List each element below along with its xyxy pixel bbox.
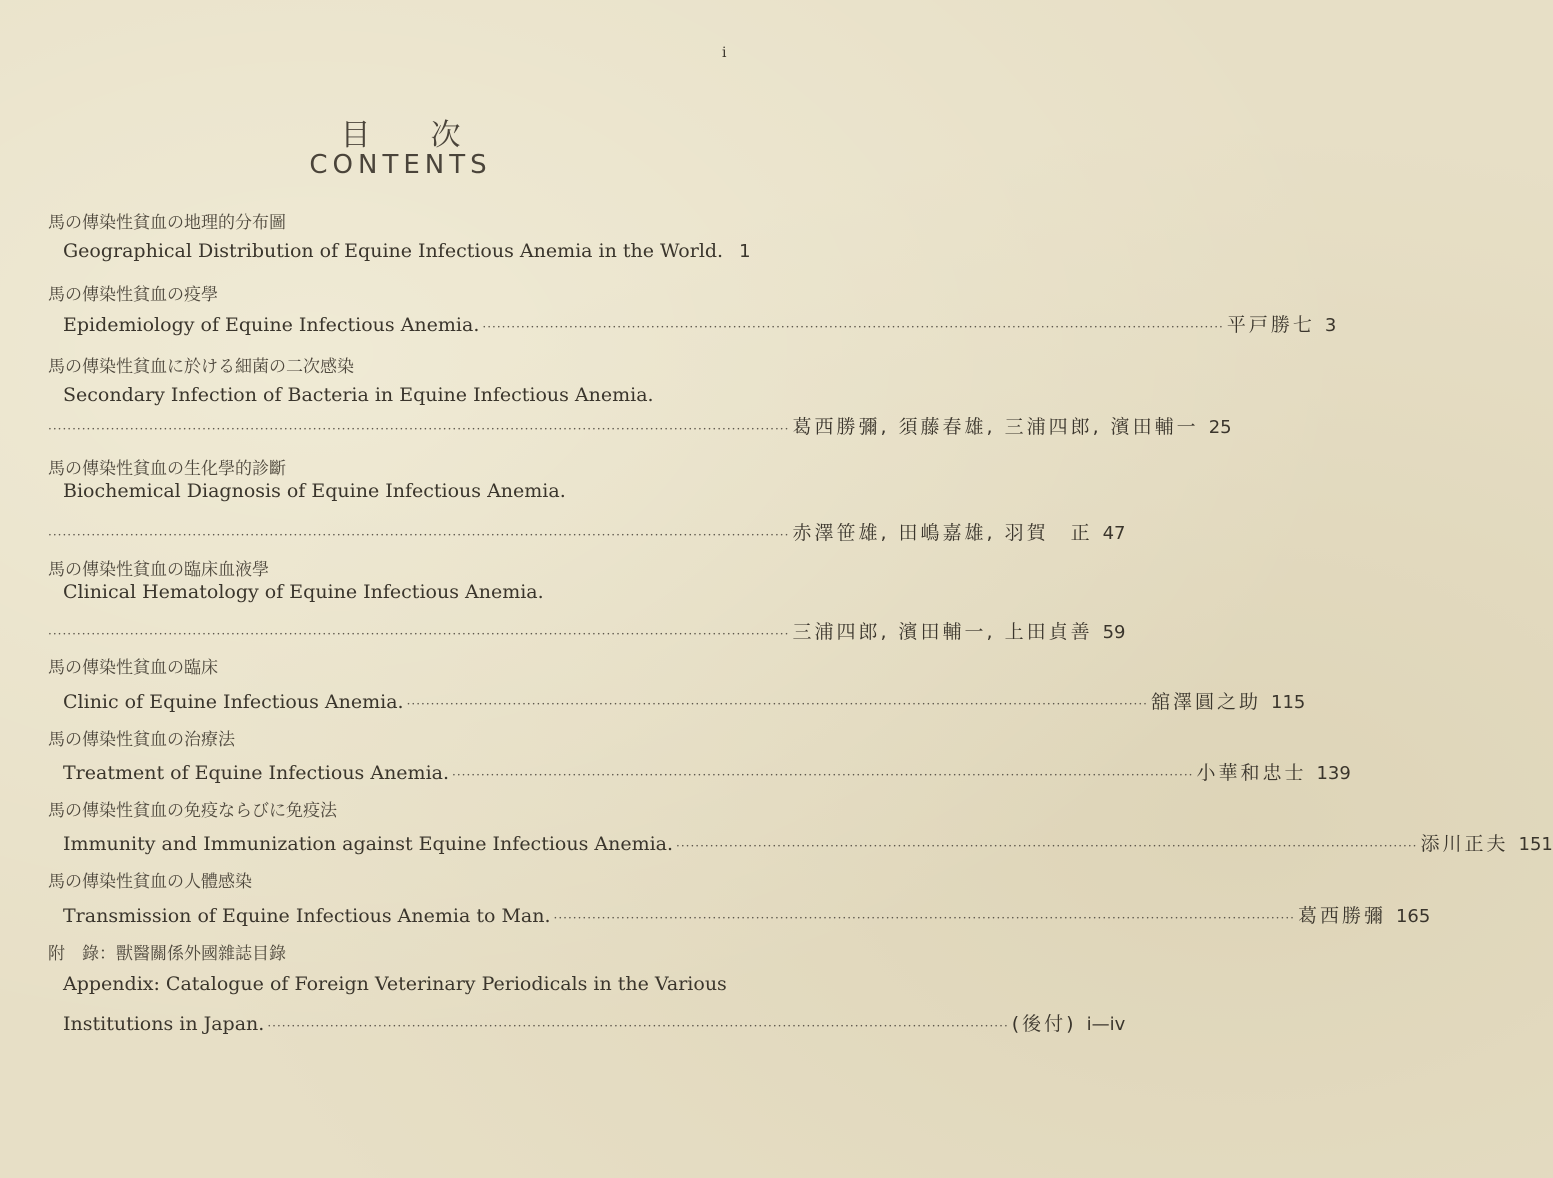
- toc-title-en-cont: Institutions in Japan.: [63, 1013, 265, 1035]
- toc-title-en: Transmission of Equine Infectious Anemia to Man.: [63, 905, 551, 927]
- leader-dots: [676, 839, 1417, 853]
- toc-page: 165: [1395, 906, 1431, 927]
- toc-page: 3: [1324, 315, 1337, 336]
- toc-title-jp: 馬の傳染性貧血の人體感染: [48, 872, 252, 892]
- toc-title-jp: 馬の傳染性貧血の地理的分布圖: [48, 213, 286, 233]
- toc-title-jp: 馬の傳染性貧血の生化學的診斷: [48, 459, 286, 479]
- toc-author: (後付): [1011, 1013, 1077, 1035]
- toc-author: 小華和忠士: [1196, 762, 1307, 784]
- toc-page: 139: [1316, 763, 1351, 784]
- toc-author: 葛西勝彌, 須藤春雄, 三浦四郎, 濱田輔一: [792, 416, 1199, 438]
- toc-page: 47: [1102, 523, 1126, 544]
- toc-page: 151: [1518, 834, 1553, 855]
- toc-author: 三浦四郎, 濱田輔一, 上田貞善: [792, 621, 1093, 643]
- toc-author: 葛西勝彌: [1297, 905, 1386, 927]
- toc-page: 115: [1271, 692, 1306, 713]
- toc-title-en: Clinic of Equine Infectious Anemia.: [63, 691, 404, 713]
- toc-author: 赤澤笹雄, 田嶋嘉雄, 羽賀 正: [792, 522, 1093, 544]
- leader-dots: [452, 768, 1193, 782]
- leader-dots: [48, 627, 789, 641]
- leader-dots: [554, 911, 1295, 925]
- toc-page: 59: [1102, 622, 1126, 643]
- toc-title-en: Treatment of Equine Infectious Anemia.: [63, 762, 450, 784]
- toc-title-jp: 馬の傳染性貧血の疫學: [48, 285, 218, 305]
- toc-title-en: Immunity and Immunization against Equine Infectious Anemia.: [63, 833, 674, 855]
- toc-title-jp: 馬の傳染性貧血に於ける細菌の二次感染: [48, 357, 354, 377]
- leader-dots: [48, 528, 789, 542]
- toc-title-jp: 馬の傳染性貧血の免疫ならびに免疫法: [48, 801, 337, 821]
- toc-author: 平戸勝七: [1226, 314, 1315, 336]
- leader-dots: [482, 320, 1223, 334]
- toc-page: 25: [1208, 417, 1232, 438]
- toc-title-en: Geographical Distribution of Equine Infectious Anemia in the World.: [63, 240, 724, 262]
- leader-dots: [48, 422, 789, 436]
- leader-dots: [407, 697, 1148, 711]
- toc-title-en: Epidemiology of Equine Infectious Anemia.: [63, 314, 480, 336]
- toc-title-en: Clinical Hematology of Equine Infectious Anemia.: [63, 581, 544, 603]
- toc-title-jp: 附 錄：獸醫關係外國雜誌目錄: [48, 944, 286, 964]
- contents-heading-en: CONTENTS: [309, 150, 492, 180]
- toc-title-jp: 馬の傳染性貧血の臨床血液學: [48, 560, 269, 580]
- toc-title-en: Biochemical Diagnosis of Equine Infectious Anemia.: [63, 480, 566, 502]
- toc-title-en: Secondary Infection of Bacteria in Equine Infectious Anemia.: [63, 384, 654, 406]
- contents-heading-jp: 目次: [340, 118, 521, 153]
- leader-dots: [267, 1019, 1008, 1033]
- toc-title-en: Appendix: Catalogue of Foreign Veterinary Periodicals in the Various: [63, 973, 727, 995]
- toc-page: 1: [739, 241, 751, 262]
- page-number: i: [722, 45, 727, 61]
- toc-title-jp: 馬の傳染性貧血の臨床: [48, 658, 218, 678]
- toc-title-jp: 馬の傳染性貧血の治療法: [48, 730, 235, 750]
- toc-author: 舘澤圓之助: [1151, 691, 1262, 713]
- toc-author: 添川正夫: [1420, 833, 1509, 855]
- toc-page: i—iv: [1086, 1014, 1126, 1035]
